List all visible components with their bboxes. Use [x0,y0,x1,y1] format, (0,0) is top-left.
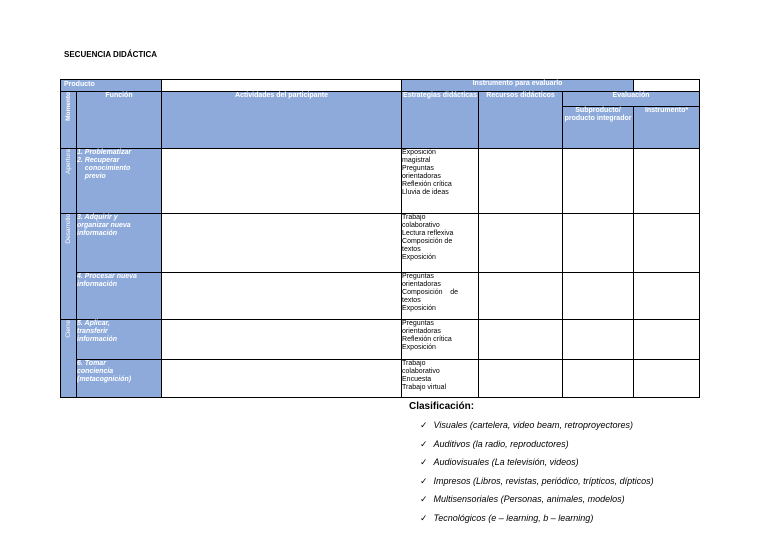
subproducto-cell[interactable] [563,214,634,273]
funcion-cell: 4. Procesar nueva información [77,273,162,320]
instrumento-cell[interactable] [634,214,700,273]
actividades-cell[interactable] [162,214,402,273]
list-item: ✓ Visuales (cartelera, video beam, retroproyectores) [420,420,633,430]
funcion-cell: 6. Tomar conciencia (metacognición) [77,360,162,398]
list-item: ✓ Audiovisuales (La televisión, videos) [420,457,579,467]
funcion-cell: 1. Problematizar 2. Recuperar conocimiento previo [77,149,162,214]
check-icon: ✓ [420,457,428,467]
instrumento-header: Instrumento* [634,107,700,149]
estrategias-header: Estrategias didácticas [402,92,479,149]
check-icon: ✓ [420,475,428,486]
funcion-cell: 3. Adquirir y organizar nueva información [77,214,162,273]
estrategias-cell: Preguntas orientadoras Composición de textos Exposición [402,273,479,320]
producto-label: Producto [61,80,162,92]
sequence-table [60,79,700,398]
instrumento-cell[interactable] [634,273,700,320]
check-icon: ✓ [420,512,428,523]
actividades-cell[interactable] [162,360,402,398]
recursos-cell[interactable] [479,214,563,273]
document-title: SECUENCIA DIDÁCTICA [64,50,158,59]
list-item: ✓ Impresos (Libros, revistas, periódico, trípticos, dípticos) [420,475,654,486]
actividades-header: Actividades del participante [162,92,402,149]
check-icon: ✓ [420,438,428,449]
clasificacion-title: Clasificación: [409,401,475,412]
producto-value[interactable] [162,80,402,92]
actividades-cell[interactable] [162,149,402,214]
subproducto-cell[interactable] [563,273,634,320]
actividades-cell[interactable] [162,273,402,320]
recursos-header: Recursos didácticos [479,92,563,149]
recursos-cell[interactable] [479,320,563,360]
instrumento-label: Instrumento para evaluarlo [402,80,634,92]
evaluacion-header: Evaluación [563,92,700,107]
list-item: ✓ Tecnológicos (e – learning, b – learning) [420,512,594,523]
momento-cierre: Cierre [61,320,77,398]
clasificacion-list [420,416,654,527]
subproducto-header: Subproducto/ producto integrador [563,107,634,149]
estrategias-cell: Exposición magistral Preguntas orientadoras Reflexión crítica Lluvia de ideas [402,149,479,214]
list-item: ✓ Multisensoriales (Personas, animales, modelos) [420,494,625,504]
actividades-cell[interactable] [162,320,402,360]
momento-apertura: Apertura [61,149,77,214]
recursos-cell[interactable] [479,149,563,214]
estrategias-cell: Preguntas orientadoras Reflexión crítica Exposición [402,320,479,360]
check-icon: ✓ [420,494,428,504]
subproducto-cell[interactable] [563,360,634,398]
estrategias-cell: Trabajo colaborativo Lectura reflexiva Composición de textos Exposición [402,214,479,273]
estrategias-cell: Trabajo colaborativo Encuesta Trabajo virtual [402,360,479,398]
instrumento-value[interactable] [634,80,700,92]
funcion-header: Función [77,92,162,149]
momento-header: Momento [61,92,77,149]
instrumento-cell[interactable] [634,320,700,360]
subproducto-cell[interactable] [563,320,634,360]
recursos-cell[interactable] [479,360,563,398]
instrumento-cell[interactable] [634,149,700,214]
instrumento-cell[interactable] [634,360,700,398]
subproducto-cell[interactable] [563,149,634,214]
funcion-cell: 5. Aplicar, transferir información [77,320,162,360]
check-icon: ✓ [420,420,428,430]
momento-desarrollo: Desarrollo [61,214,77,320]
recursos-cell[interactable] [479,273,563,320]
list-item: ✓ Auditivos (la radio, reproductores) [420,438,569,449]
